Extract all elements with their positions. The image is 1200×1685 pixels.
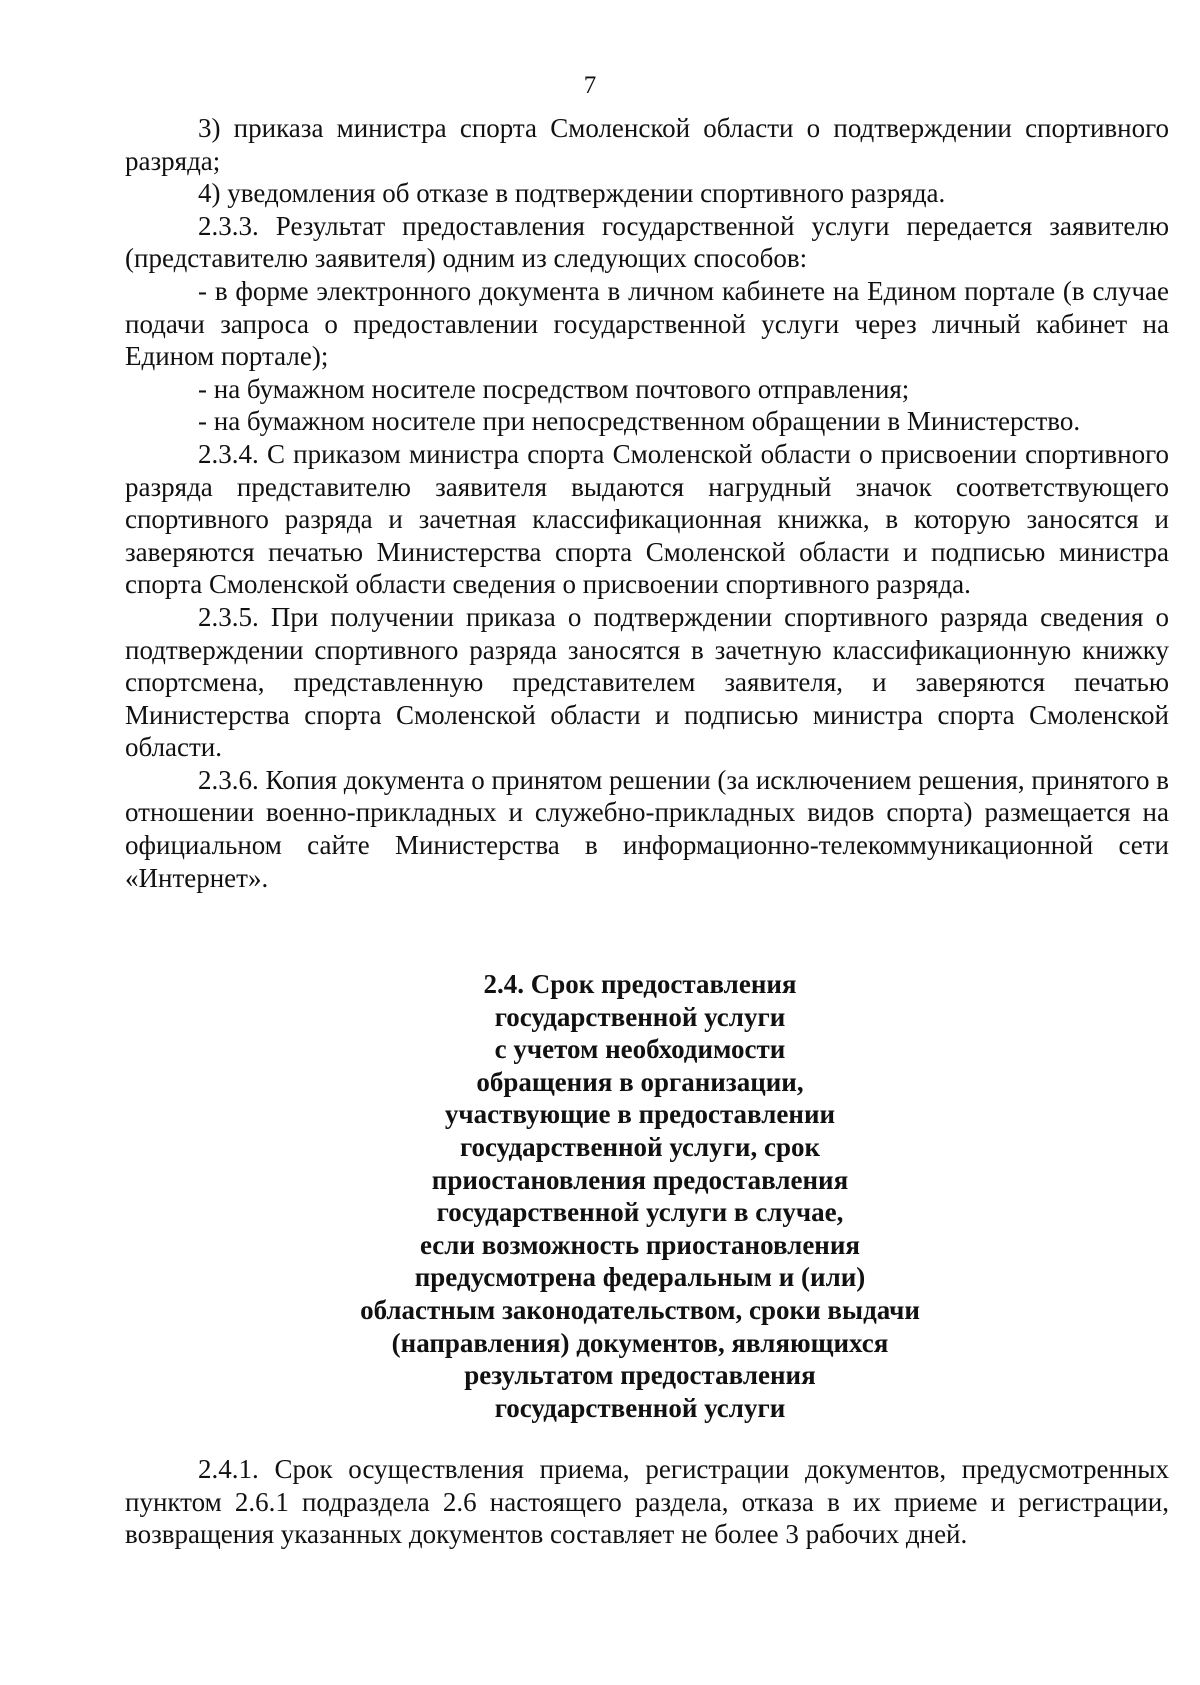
heading-line: участвующие в предоставлении [444,1099,836,1130]
heading-line: 2.4. Срок предоставления [483,969,797,999]
heading-line: областным законодательством, сроки выдачи [360,1294,920,1325]
heading-line: (направления) документов, являющихся [391,1327,889,1358]
paragraph-2-3-3: 2.3.3. Результат предоставления государственной услуги передается заявителю (представителю заявителя) одним из следующих способов: [125,210,1169,274]
heading-line: предусмотрена федеральным и (или) [414,1262,866,1293]
section-2-3-body [125,112,1169,894]
heading-line: приостановления предоставления [431,1164,849,1195]
page-number: 7 [583,72,597,99]
paragraph-2-3-4: 2.3.4. С приказом министра спорта Смоленской области о присвоении спортивного разряда представителю заявителя выдаются нагрудный значок соответствующего спортивного разряда и зачетная классификационная книжка, в которую заносятся и заверяются печатью Министерства спорта Смоленской области и подписью министра спорта Смоленской области сведения о присвоении спортивного разряда. [125,438,1169,600]
heading-line: государственной услуги в случае, [436,1197,844,1228]
heading-line: если возможность приостановления [419,1229,861,1260]
paragraph-method-in-person: - на бумажном носителе при непосредственном обращении в Министерство. [198,406,1081,437]
paragraph-2-4-1: 2.4.1. Срок осуществления приема, регистрации документов, предусмотренных пунктом 2.6.1 подраздела 2.6 настоящего раздела, отказа в их приеме и регистрации, возвращения указанных документов составляет не более 3 рабочих дней. [125,1454,1169,1550]
heading-line: государственной услуги, срок [459,1131,821,1162]
paragraph-2-3-6: 2.3.6. Копия документа о принятом решении (за исключением решения, принятого в отношении военно-прикладных и служебно-прикладных видов спорта) размещается на официальном сайте Министерства в информационно-телекоммуникационной сети «Интернет». [125,764,1169,893]
paragraph-item-4: 4) уведомления об отказе в подтверждении спортивного разряда. [198,178,946,209]
heading-line: с учетом необходимости [494,1034,786,1065]
heading-line: результатом предоставления [464,1360,816,1391]
paragraph-2-3-5: 2.3.5. При получении приказа о подтверждении спортивного разряда сведения о подтверждении спортивного разряда заносятся в зачетную классификационную книжку спортсмена, представленную представителем заявителя, и заверяются печатью Министерства спорта Смоленской области и подписью министра спорта Смоленской области. [125,601,1169,763]
section-2-4-heading [325,968,955,1424]
paragraph-method-post: - на бумажном носителе посредством почтового отправления; [198,373,910,404]
heading-line: обращения в организации, [476,1066,804,1097]
section-2-4-body [125,1453,1169,1551]
paragraph-item-3: 3) приказа министра спорта Смоленской области о подтверждении спортивного разряда; [125,113,1169,176]
paragraph-method-electronic: - в форме электронного документа в личном кабинете на Едином портале (в случае подачи запроса о предоставлении государственной услуги через личный кабинет на Едином портале); [125,275,1169,372]
heading-line: государственной услуги [494,1001,786,1032]
heading-line: государственной услуги [494,1392,786,1423]
